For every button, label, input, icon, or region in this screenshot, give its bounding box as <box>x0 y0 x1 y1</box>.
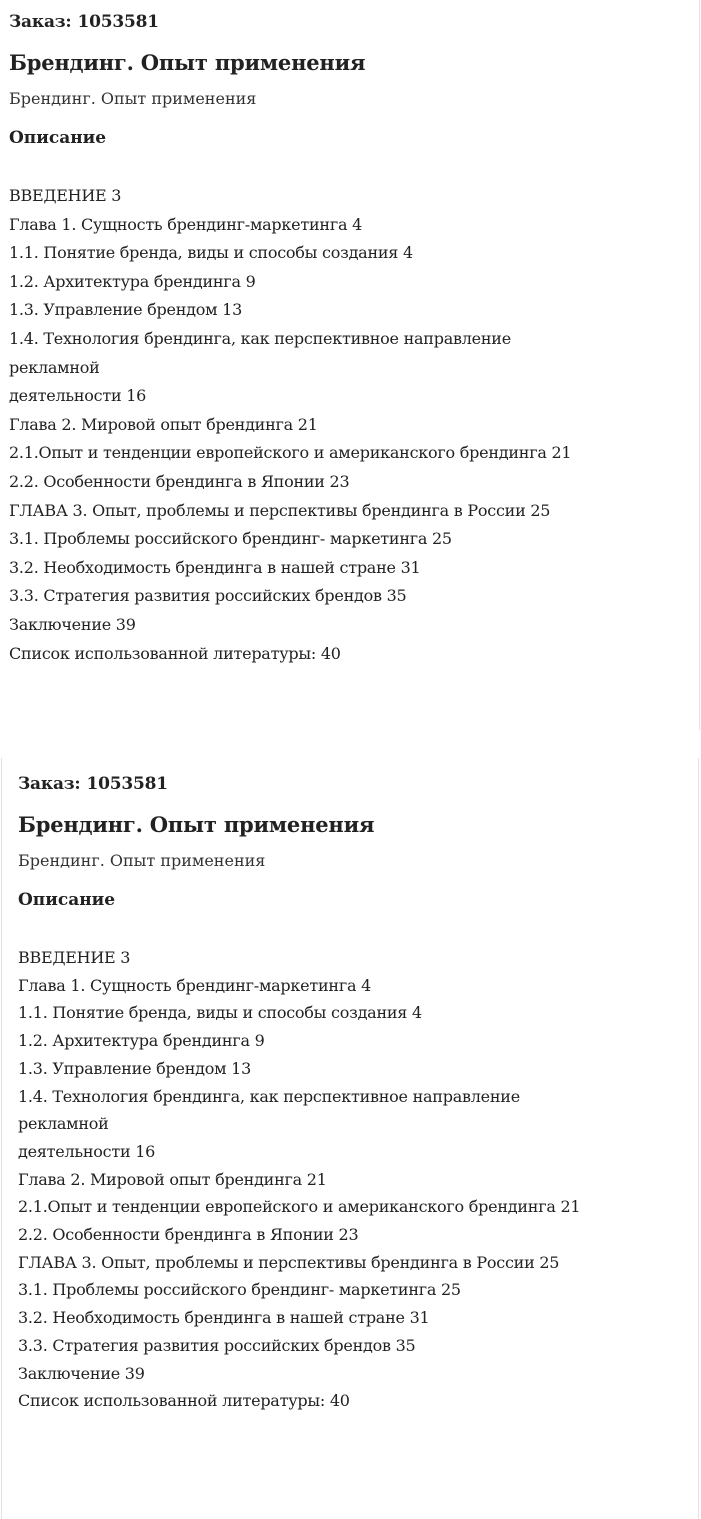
toc-item: рекламной <box>9 357 100 377</box>
toc-item: 3.2. Необходимость брендинга в нашей стране 31 <box>9 557 421 577</box>
toc-item: Заключение 39 <box>9 614 136 634</box>
toc-item: Глава 1. Сущность брендинг-маркетинга 4 <box>18 975 372 995</box>
toc-item: Список использованной литературы: 40 <box>18 1391 350 1411</box>
order-label: Заказ: <box>18 774 81 794</box>
toc-item: 3.1. Проблемы российского брендинг- маркетинга 25 <box>9 529 452 549</box>
toc-item: 2.2. Особенности брендинга в Японии 23 <box>18 1225 359 1245</box>
page-subtitle: Брендинг. Опыт применения <box>9 89 257 108</box>
toc-item: 3.3. Стратегия развития российских брендов 35 <box>18 1335 416 1355</box>
toc-item: Глава 2. Мировой опыт брендинга 21 <box>18 1169 327 1189</box>
toc-item: 1.1. Понятие бренда, виды и способы создания 4 <box>18 1003 422 1023</box>
table-of-contents <box>9 182 691 668</box>
toc-item: деятельности 16 <box>9 386 147 406</box>
toc-item: Глава 1. Сущность брендинг-маркетинга 4 <box>9 214 363 234</box>
toc-item: 2.1.Опыт и тенденции европейского и американского брендинга 21 <box>9 443 572 463</box>
description-heading: Описание <box>9 128 107 148</box>
page-title: Брендинг. Опыт применения <box>9 50 366 75</box>
toc-item: 1.3. Управление брендом 13 <box>18 1058 252 1078</box>
order-line <box>9 10 691 34</box>
order-panel-1 <box>0 0 700 730</box>
toc-item: ГЛАВА 3. Опыт, проблемы и перспективы брендинга в России 25 <box>9 500 551 520</box>
order-label: Заказ: <box>9 12 72 32</box>
toc-item: Глава 2. Мировой опыт брендинга 21 <box>9 414 318 434</box>
order-number: 1053581 <box>86 774 168 794</box>
toc-item: 2.2. Особенности брендинга в Японии 23 <box>9 471 350 491</box>
toc-item: 1.1. Понятие бренда, виды и способы создания 4 <box>9 243 413 263</box>
page-title: Брендинг. Опыт применения <box>18 812 375 837</box>
table-of-contents <box>18 944 690 1415</box>
toc-item: Список использованной литературы: 40 <box>9 643 341 663</box>
toc-item: ВВЕДЕНИЕ 3 <box>9 186 122 205</box>
toc-item: 3.3. Стратегия развития российских брендов 35 <box>9 586 407 606</box>
toc-item: 1.4. Технология брендинга, как перспективное направление <box>9 328 511 348</box>
toc-item: Заключение 39 <box>18 1363 145 1383</box>
toc-item: 1.2. Архитектура брендинга 9 <box>18 1031 265 1051</box>
toc-item: 1.4. Технология брендинга, как перспективное направление <box>18 1086 520 1106</box>
order-panel-2 <box>1 758 699 1519</box>
toc-item: рекламной <box>18 1114 109 1134</box>
description-heading: Описание <box>18 890 116 910</box>
order-line <box>18 772 690 796</box>
toc-item: ГЛАВА 3. Опыт, проблемы и перспективы брендинга в России 25 <box>18 1252 560 1272</box>
toc-item: 1.2. Архитектура брендинга 9 <box>9 271 256 291</box>
toc-item: 3.2. Необходимость брендинга в нашей стране 31 <box>18 1308 430 1328</box>
toc-item: 1.3. Управление брендом 13 <box>9 300 243 320</box>
toc-item: деятельности 16 <box>18 1141 156 1161</box>
toc-item: 3.1. Проблемы российского брендинг- маркетинга 25 <box>18 1280 461 1300</box>
page-subtitle: Брендинг. Опыт применения <box>18 851 266 870</box>
toc-item: ВВЕДЕНИЕ 3 <box>18 948 131 967</box>
order-number: 1053581 <box>77 12 159 32</box>
toc-item: 2.1.Опыт и тенденции европейского и американского брендинга 21 <box>18 1197 581 1217</box>
